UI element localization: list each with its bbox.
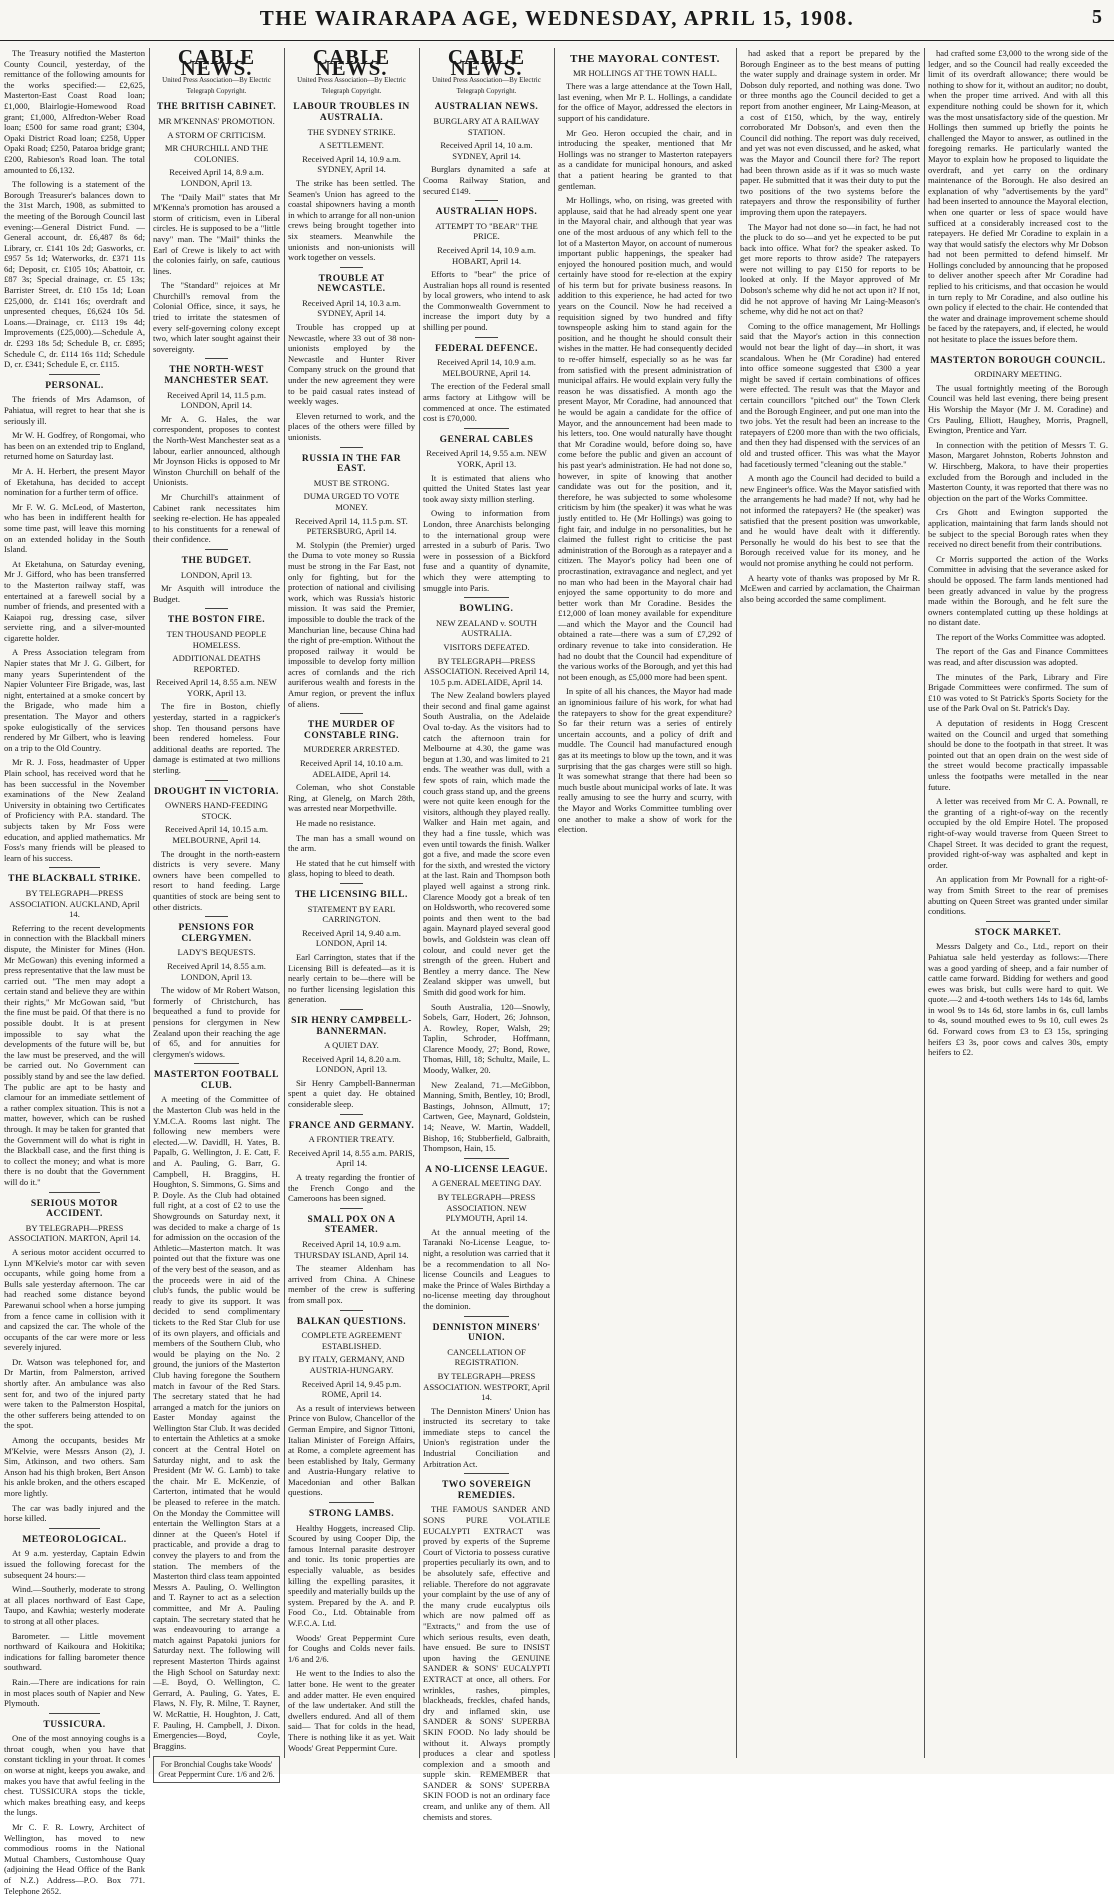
- pensions-heading: PENSIONS FOR CLERGYMEN.: [178, 923, 255, 944]
- received-line: Received April 14, 8.9 a.m. LONDON, April 13.: [169, 167, 264, 188]
- subheading: ATTEMPT TO "BEAR" THE PRICE.: [435, 220, 538, 242]
- blackball-heading: THE BLACKBALL STRIKE.: [8, 874, 141, 885]
- received-line: Received April 14, 10.3 a.m. SYDNEY, April 14.: [302, 297, 401, 319]
- constable-paragraph: The man has a small wound on the arm.: [288, 832, 415, 854]
- council-paragraph: An application from Mr Pownall for a right-of-way from Smith Street to the rear of premises abutting on Queen Street was granted under similar conditions.: [928, 874, 1108, 917]
- russia-paragraph: M. Stolypin (the Premier) urged the Duma to vote money so Russia must be strong in the Far East, not only for fighting, but for the protection of national and civilising work, which was Russia's historic mission. It was said the Premier, impossible to double the track of the Manchurian line, because China had the right of pre-emption. Without the proposed railway it would be impossible to develop forty million acres of cornlands and the rich auriferous wealth and forests in the Amur region, or prevent the influx of aliens.: [288, 539, 415, 709]
- cough-cure-ad: For Bronchial Coughs take Woods' Great Peppermint Cure. 1/6 and 2/6.: [153, 1756, 280, 1783]
- bowling-paragraph: The New Zealand bowlers played their second and final game against South Australia, on the Adelaide Oval to-day. As the visitors had to catch the afternoon train for Melbourne at 4.30, the game was begun at 1.30, and was limited to 21 ends. The weather was dull, with a few spots of rain, which made the couch grass stand up, and the greens were not quite keen enough for the visitors, although they played really. Walker and Hain met again, and they had a fine tussle, which was even until towards the finish. Walker got a five, and made the score even for the sixth, and wrested the victory at the last. Rain and Thompson both played well against a strong rink. Clarence Moody got a break of ten on Holdsworth, who recovered some points and then went to the bad again. Maynard played several good bowls, and Goldstein was clean off colour, and could never get the strength of the green. Hubert and Bentley a merry dance. The New Zealand skipper was unwell, but Smith did good work for him.: [423, 690, 550, 997]
- no-license-paragraph: At the annual meeting of the Taranaki No-License League, to-night, a resolution was carried that it be a recommendation to all No-license Councils and Leagues to make the Prince of Wales Birthday a no-license meeting day throughout the dominion.: [423, 1226, 550, 1311]
- personal-item: Mr A. H. Herbert, the present Mayor of Eketahuna, has decided to accept nomination for a further term of office.: [4, 465, 145, 498]
- personal-item: Mr F. W. G. McLeod, of Masterton, who has been in indifferent health for some time past, will leave this morning on an extended holiday in the South Island.: [4, 501, 145, 555]
- mayoral-paragraph: There was a large attendance at the Town Hall, last evening, when Mr P. L. Hollings, a candidate for the office of Mayor, addressed the electors in support of his candidature.: [558, 81, 732, 123]
- pensions-paragraph: The widow of Mr Robert Watson, formerly of Christchurch, has bequeathed a fund to provide for pensions for clergymen in New Zealand upon their reaching the age of 65, and for annuities for clergymen's widows.: [153, 985, 280, 1059]
- labour-paragraph: The strike has been settled. The Seamen's Union has agreed to the coastal shipowners having a month in which to arrange for all non-union crews being brought together into six steamers. Meanwhile the unionists and non-unionists will work together on vessels.: [288, 177, 415, 263]
- column-rule: [924, 48, 925, 1758]
- divider: [329, 1502, 375, 1503]
- russia-heading: RUSSIA IN THE FAR EAST.: [301, 453, 402, 475]
- personal-item: Mr R. J. Foss, headmaster of Upper Plain school, has received word that he has been successful in the November examinations of the New Zealand University in obtaining two Certificates of Proficiency with P.A. standard. The subjects taken by Mr Foss were education, and applied mathematics. Mr Foss's many friends will be pleased to learn of his success.: [4, 757, 145, 863]
- cable-news-banner: CABLE NEWS.: [177, 45, 256, 80]
- divider: [205, 916, 228, 917]
- subheading: MR HOLLINGS AT THE TOWN HALL.: [572, 67, 718, 78]
- bannerman-paragraph: Sir Henry Campbell-Bannerman spent a quiet day. He obtained considerable sleep.: [288, 1077, 415, 1110]
- column-4: [423, 45, 550, 1822]
- divider: [464, 1473, 510, 1474]
- bowling-paragraph: New Zealand, 71.—McGibbon, Manning, Smith, Bentley, 10; Brodl, Bastings, Johnson, Allmutt, 17; Cartwen, Gee, Maynard, Goldstein, 14; Neave, W. Martin, Waddell, Bishop, 16; Stubberfield, Galbraith, Thompson, Hain, 15.: [423, 1079, 550, 1154]
- subheading: A FRONTIER TREATY.: [308, 1134, 395, 1145]
- remedies-heading: TWO SOVEREIGN REMEDIES.: [441, 1480, 532, 1501]
- constable-paragraph: Coleman, who shot Constable Ring, at Glenelg, on March 28th, was arrested near Morpethville.: [288, 782, 415, 814]
- received-line: Received April 14, 8.55 a.m. NEW YORK, April 13.: [156, 677, 277, 698]
- column-rule: [284, 48, 285, 1758]
- remedies-ad: THE FAMOUS SANDER AND SONS PURE VOLATILE EUCALYPTI EXTRACT was proved by experts of the Supreme Court of Victoria to possess curative properties peculiarly its own, and to be absolutely safe, effective and reliable. Therefore do not aggravate your complaint by the use of any of the many crude eucalyptus oils which are now palmed off as "Extracts," and from the use of which serious results, even death, have ensued. Be sure to INSIST upon having the GENUINE SANDER & SONS' EUCALYPTI EXTRACT at once, all others. For wrinkles, rashes, pimples, blackheads, freckles, chafed hands, dry and inflamed skin, use SANDER & SONS' SUPERBA SKIN FOOD. No lady should be without it. Always promptly produces a clear and spotless complexion and a smooth and supple skin. REMEMBER that SANDER & SONS' SUPERBA SKIN FOOD is not an ordinary face cream, and unlike any of them. All chemists and stores.: [423, 1504, 550, 1822]
- mayoral-paragraph: The Mayor had not done so—in fact, he had not the pluck to do so—and yet he expected to be put back into office. What for? the speaker asked. To get more reports to throw aside? The ratepayers were not willing to pay £150 for reports to be looked at only. If the Mayor approved of Mr Dobson's scheme why did he not act upon it? If not, did he not approve of having Mr Laing-Meason's scheme, why did he not act on that?: [740, 221, 920, 317]
- received-line: BY TELEGRAPH—PRESS ASSOCIATION. Received April 14, 10.5 p.m. ADELAIDE, April 14.: [423, 655, 550, 687]
- council-paragraph: A letter was received from Mr C. A. Pownall, re the granting of a right-of-way on the recently occupied by the old Empire Hotel. The proposed right-of-way would traverse from Queen Street to Chapel Street. It was decided to grant the request, provided right-of-way was asphalted and kept in order.: [928, 796, 1108, 870]
- column-1: [4, 48, 145, 1896]
- france-paragraph: A treaty regarding the frontier of the French Congo and the Cameroons has been signed.: [288, 1172, 415, 1204]
- column-rule: [419, 48, 420, 1758]
- licensing-paragraph: Earl Carrington, states that if the Licensing Bill is defeated—as it is nearly certain to be—there will be no further licensing legislation this generation.: [288, 951, 415, 1005]
- column-rule: [554, 48, 555, 1758]
- motor-heading: SERIOUS MOTOR ACCIDENT.: [30, 1198, 119, 1220]
- cable-news-banner: CABLE NEWS.: [312, 45, 391, 80]
- divider: [340, 1208, 363, 1209]
- subheading: VISITORS DEFEATED.: [443, 641, 530, 652]
- council-paragraph: Cr Morris supported the action of the Works Committee in advising that the severance asked for should be opposed. The farm lands mentioned had been greatly advanced in value by the progress made within the Borough, and he felt sure the owners contemplated cutting up these holdings at no distant date.: [928, 553, 1108, 628]
- motor-paragraph: The car was badly injured and the horse killed.: [4, 1502, 145, 1524]
- tussicura-heading: TUSSICURA.: [43, 1719, 106, 1730]
- subheading: BURGLARY AT A RAILWAY STATION.: [433, 115, 540, 137]
- balkan-paragraph: As a result of interviews between Prince von Bulow, Chancellor of the German Empire, and Signor Tittoni, Italian Minister of Foreign Affairs, at Rome, a complete agreement has been established by Italy, Germany and Austria-Hungary relative to Macedonian and other Balkan questions.: [288, 1402, 415, 1498]
- mayoral-paragraph: Coming to the office management, Mr Hollings said that the Mayor's action in this connection would not bear the light of day—in short, it was scandalous. When he (Mr Coradine) had entered into office someone suggested that £300 a year might be saved if certain combinations of offices were effected. The result was that the Mayor and certain councillors "pitched out" the Town Clerk and the Borough Engineer, and put one man into the two jobs. Yet the result had been an increase to the ratepayers of £200 more than with the two officials, and then they had dispensed with the services of an old and trusted officer. This was what the Mayor had facetiously termed "cleaning out the stable.": [740, 320, 920, 469]
- australian-news-heading: AUSTRALIAN NEWS.: [434, 102, 539, 113]
- treasury-notice: The Treasury notified the Masterton County Council, yesterday, of the remittance of the following amounts for the works specified:— £2,625, Masterton-East Coast Road loan; £1,000, Blairlogie-Homewood Road grant; £1,000, Alfredton-Weber Road loan; £500 for same road grant; £304, Opaki District Road loan; £258, Upper Opaki Road; £250, Pataroa bridge grant; £200, Rabieson's Road loan. The total amounted to £6,132.: [4, 48, 145, 175]
- divider: [194, 1063, 240, 1064]
- divider: [205, 608, 228, 609]
- north-west-heading: THE NORTH-WEST MANCHESTER SEAT.: [164, 365, 269, 387]
- defence-heading: FEDERAL DEFENCE.: [434, 343, 538, 354]
- budget-paragraph: Mr Asquith will introduce the Budget.: [153, 583, 280, 604]
- boston-fire-paragraph: The fire in Boston, chiefly yesterday, started in a ragpicker's shop. Ten thousand persons have been rendered homeless. Four additional deaths are reported. The damage is estimated at two millions sterling.: [153, 701, 280, 776]
- column-rule: [736, 48, 737, 1758]
- divider: [49, 374, 100, 375]
- treasurer-balances: The following is a statement of the Borough Treasurer's balances down to the 31st March, 1908, as submitted to the meeting of the Borough Council last evening:—General District Fund. — General account, dr. £6,487 8s 6d; Library, cr. £141 10s 2d; Gasworks, cr. £957 5s 1d; Waterworks, dr. £371 11s 6d; Deposit, cr. £105 10s; Abattoir, cr. £87 3s; Special drainage, cr. £5 13s; Barrister Street, dr. £10 15s 1d; Loan £25,000, dr. £141 16s; overdraft and unpresented cheques, £6,624 10s 5d. Loans.—Drainage, cr. £113 19s 4d; Improvements (£25,000).—Schedule A, dr. £293 18s 5d; Schedule B, cr. £895; Schedule C, dr. £114 16s 11d; Schedule D, cr. £341; Schedule E, cr. £115.: [4, 179, 145, 370]
- divider: [49, 867, 100, 868]
- borough-council-heading: MASTERTON BOROUGH COUNCIL.: [930, 355, 1106, 366]
- subheading: DUMA URGED TO VOTE MONEY.: [303, 491, 400, 512]
- received-line: Received April 14, 9.45 p.m. ROME, April 14.: [301, 1378, 402, 1400]
- divider: [340, 1009, 363, 1010]
- cable-news-banner: CABLE NEWS.: [447, 45, 526, 80]
- drought-heading: DROUGHT IN VICTORIA.: [154, 786, 279, 797]
- bowling-paragraph: South Australia, 120—Snowly, Sobels, Garr, Hodert, 26; Johnson, A. Rowley, Roper, Walsh, 29; Taplin, Schroder, Hoffmann, Clarence Moody, 27; Bond, Rowe, Thomas, Hill, 18; Schultz, Maile, L. Moody, Walker, 20.: [423, 1001, 550, 1076]
- personal-item: Mr W. H. Godfrey, of Rongomai, who has been on an extended trip to England, returned home on Saturday last.: [4, 430, 145, 462]
- mayoral-paragraph: A month ago the Council had decided to build a new Engineer's office. Was the Mayor satisfied with the arrangements he had made? If not, why had he not informed the ratepayers? He (the speaker) was satisfied that the present position was unworkable, and he would have dealt with it differently. Personally he would do his best to see that the Borough received value for its money, and he would not promise anything he could not perform.: [740, 473, 920, 568]
- drought-paragraph: The drought in the north-eastern districts is very severe. Many owners have been compelled to resort to hand feeding. Large quantities of stock are being sent to other districts.: [153, 848, 280, 912]
- received-line: BY TELEGRAPH—PRESS ASSOCIATION. WESTPORT, April 14.: [423, 1370, 550, 1403]
- received-line: Received April 14, 8.55 a.m. LONDON, April 13.: [167, 960, 266, 982]
- divider: [475, 200, 498, 201]
- subheading: STATEMENT BY EARL CARRINGTON.: [307, 903, 396, 925]
- divider: [464, 1158, 510, 1159]
- received-line: Received April 14, 10.9 a.m. HOBART, April 14.: [437, 244, 536, 266]
- press-copyright: United Press Association—By Electric Telegraph Copyright.: [162, 76, 271, 95]
- cabinet-heading: THE BRITISH CABINET.: [156, 102, 277, 113]
- column-2: [153, 45, 280, 1779]
- burglary-paragraph: Burglars dynamited a safe at Cooma Railway Station, and secured £149.: [423, 164, 550, 196]
- council-paragraph: A deputation of residents in Hogg Crescent waited on the Council and urged that something should be done to the footpath in that street. It was pointed out that an open drain on the west side of the street would become practically impassable unless the footpaths were metalled in the near future.: [928, 718, 1108, 792]
- stock-market-heading: STOCK MARKET.: [974, 927, 1062, 938]
- received-line: LONDON, April 13.: [180, 569, 253, 580]
- personal-heading: PERSONAL.: [45, 380, 104, 391]
- divider: [205, 780, 228, 781]
- newcastle-paragraph: Trouble has cropped up at Newcastle, where 33 out of 38 non-unionists employed by the Newcastle and Hunter River Company struck on the ground that under the new agreement they were to be paid casual rates instead of weekly wages.: [288, 322, 415, 407]
- newspaper-title: THE WAIRARAPA AGE, WEDNESDAY, APRIL 15, 1908.: [259, 6, 855, 30]
- council-paragraph: In connection with the petition of Messrs T. G. Mason, Margaret Johnston, Roberts Johnston and W. Hirschberg, Makora, to have their properties excluded from the Borough and included in the Masterton County, it was reported that there was no objection on the part of the Works Committee.: [928, 439, 1108, 503]
- divider: [340, 713, 363, 714]
- forecast-paragraph: At 9 a.m. yesterday, Captain Edwin issued the following forecast for the subsequent 24 hours:—: [4, 1548, 145, 1580]
- boston-fire-heading: THE BOSTON FIRE.: [167, 615, 266, 626]
- meteorological-heading: METEOROLOGICAL.: [22, 1534, 127, 1545]
- newcastle-paragraph: Eleven returned to work, and the places of the others were filled by unionists.: [288, 410, 415, 442]
- divider: [340, 883, 363, 884]
- miners-paragraph: The Denniston Miners' Union has instructed its secretary to take immediate steps to cancel the Union's registration under the Industrial Conciliation and Arbitration Act.: [423, 1405, 550, 1469]
- woods-verse: He went to the Indies to also the latter bone. He went to the greater and adder matter. He even enquired of the law undertaker. And still the dwellers endured. And all of them said— That for colds in the head, There is nothing like it as yet. Wait Woods' Great Peppermint Cure.: [288, 1668, 415, 1753]
- received-line: Received April 14, 8.20 a.m. LONDON, April 13.: [302, 1053, 401, 1075]
- divider: [49, 1192, 100, 1193]
- column-7: [928, 48, 1108, 1758]
- cabinet-paragraph: The "Daily Mail" states that Mr M'Kenna's promotion has aroused a storm of criticism, even in Liberal circles. He is supposed to be a "little navy" man. The "Mail" thinks the Earl of Crewe is likely to act with the colonies fairly, on safe, cautious lines.: [153, 191, 280, 276]
- column-3: [288, 45, 415, 1758]
- divider: [340, 1114, 363, 1115]
- divider: [205, 358, 228, 359]
- mayoral-paragraph: A hearty vote of thanks was proposed by Mr R. McEwen and carried by acclamation, the Chairman also being accorded the same compliment.: [740, 572, 920, 604]
- constable-paragraph: He stated that he cut himself with glass, hoping to bleed to death.: [288, 857, 415, 879]
- subheading: MR M'KENNAS' PROMOTION.: [158, 115, 275, 126]
- subheading: A GENERAL MEETING DAY.: [431, 1178, 542, 1189]
- newcastle-heading: TROUBLE AT NEWCASTLE.: [317, 273, 386, 295]
- blackball-article: Referring to the recent developments in connection with the Blackball miners dispute, the Minister for Mines (Hon. Mr McGowan) this evening informed a press representative that the law must be carried out. "The men may adopt a certain stand and believe they are within their rights," Mr McGowan said, "but the fine must be paid. Of that there is no possible doubt. It is at present impossible to say what the developments of the future will be, but the law must be preserved, and the will be carried out. No Government can possibly stand by and see the law defied. The public are apt to be hasty and clamour for an immediate settlement of a rather complex situation. This is not a matter, however, which can be rushed through. It may be taken for granted that the Government will do what is right in the Blackball case, and the first thing is to collect the money; and what is more there is no doubt that the Government will do it.": [4, 922, 145, 1187]
- france-heading: FRANCE AND GERMANY.: [288, 1120, 415, 1131]
- received-line: Received April 14, 11.5 p.m. ST. PETERSBURG, April 14.: [295, 515, 408, 537]
- subheading: ORDINARY MEETING.: [974, 369, 1062, 380]
- architect-notice: Mr C. F. R. Lowry, Architect of Wellington, has moved to new commodious rooms in the National Mutual Chambers, Customhouse Quay (adjoining the Head Office of the Bank of N.Z.) Address—P.O. Box 771. Telephone 2652.: [4, 1822, 145, 1896]
- mayoral-paragraph: had crafted some £3,000 to the wrong side of the ledger, and so the Council had really exceeded the limit of its overdraft allowance; there would be nothing to show for it, without an auditor; no doubt, when the proper time arrived. And with all this expenditure nothing could be shown for it, which was the most unsatisfactory side of the question. Mr Hollings then summed up briefly the points he challenged the Mayor to answer, as outlined in the foregoing remarks. He particularly wanted the Mayor to explain how he proposed to liquidate the overdraft, and yet carry on the ordinary maintenance of the Borough. He also desired an explanation of why "advertisements by the yard" had been inserted to announce the Mayoral election, when one quarter or less of space would have sufficed at a considerably increased cost to the ratepayers. He defied Mr Coradine to explain in a way that would satisfy the electors why Mr Dobson had not been permitted to defend himself. Mr Hollings concluded by announcing that he proposed to deliver another speech after Mr Coradine had replied to his criticisms, and that occasion he would in turn reply to Mr Coradine, and also outline his own policy if elected to the chair. He contended that the water and drainage improvement scheme should be faced by the ratepayers, and, if elected, he would not hesitate to place the issues before them.: [928, 48, 1108, 345]
- forecast-paragraph: Wind.—Southerly, moderate to strong at all places northward of East Cape, Taupo, and Kawhia; westerly moderate to strong at all other places.: [4, 1584, 145, 1626]
- received-line: Received April 14, 9.40 a.m. LONDON, April 14.: [302, 927, 401, 949]
- personal-item: The friends of Mrs Adamson, of Pahiatua, will regret to hear that she is seriously ill.: [4, 394, 145, 426]
- received-line: Received April 14, 9.55 a.m. NEW YORK, April 13.: [426, 448, 547, 469]
- received-line: Received April 14, 10.15 a.m. MELBOURNE, April 14.: [164, 824, 269, 845]
- mayoral-paragraph: Mr Geo. Heron occupied the chair, and in introducing the speaker, mentioned that Mr Hollings was no stranger to Masterton ratepayers as a candidate for municipal honours, and asked that a patient hearing be granted to that gentleman.: [558, 127, 732, 191]
- subheading: LADY'S BEQUESTS.: [177, 947, 256, 958]
- subheading: CANCELLATION OF REGISTRATION.: [447, 1346, 526, 1368]
- stock-market-paragraph: Messrs Dalgety and Co., Ltd., report on their Pahiatua sale held yesterday as follows:—There was a good yarding of sheep, and a fair number of cattle came forward. Bidding for wethers and good ewes was brisk, but culls were hard to quit. We quote.—2 and 4-tooth wethers 14s to 14s 6d, lambs in wool 9s to 14s 6d, store lambs in 6s, cull lambs to 4s, sound mouthed ewes to 9s 10, cull ewes 2s 6d. Forward cows from £3 to £3 15s, springing heifers £3 3s, poor cows and calves 30s, empty heifers to £2.: [928, 941, 1108, 1058]
- labour-heading: LABOUR TROUBLES IN AUSTRALIA.: [293, 102, 410, 123]
- council-paragraph: Crs Ghott and Ewington supported the application, maintaining that farm lands should not be subject to the special Borough rates when they received no direct benefit from their contributions.: [928, 507, 1108, 550]
- divider: [475, 337, 498, 338]
- council-paragraph: The report of the Works Committee was adopted.: [936, 631, 1106, 642]
- hops-paragraph: Efforts to "bear" the price of Australian hops all round is resented by local growers, who intend to ask the Commonwealth Government to increase the import duty by a shilling per pound.: [423, 269, 550, 333]
- divider: [49, 1713, 100, 1714]
- divider: [340, 447, 363, 448]
- masthead: [0, 0, 1114, 41]
- subheading: MUST BE STRONG.: [313, 477, 390, 488]
- received-line: Received April 14, 11.5 p.m. LONDON, April 14.: [167, 389, 266, 411]
- tussicura-ad: One of the most annoying coughs is a throat cough, when you have that constant tickling in your throat. It comes on worse at night, keeps you awake, and makes you have that awful feeling in the chest. TUSSICURA stops the tickle, which makes breathing easy, and keeps the lungs.: [4, 1733, 145, 1818]
- divider: [464, 1316, 510, 1317]
- lambs-ad: Healthy Hoggets, increased Clip. Scoured by using Cooper Dip, the famous Internal parasite destroyer and tonic. Its tonic properties are especially valuable, as besides killing the expelling parasites, it speedily and materially builds up the system. Prepared by the A. and P. Food Co., Ltd. Obtainable from W.F.C.A. Ltd.: [288, 1522, 415, 1628]
- motor-paragraph: Among the occupants, besides Mr M'Kelvie, were Messrs Anson (2), J. Sim, Atkinson, and two others. Sam Anson had his thigh broken, Bert Anson his ankle broken, and the others escaped more lightly.: [4, 1435, 145, 1498]
- defence-paragraph: The erection of the Federal small arms factory at Lithgow will be commenced at once. The estimated cost is £70,000.: [423, 381, 550, 424]
- subheading: A STORM OF CRITICISM.: [167, 129, 266, 140]
- divider: [986, 349, 1051, 350]
- football-heading: MASTERTON FOOTBALL CLUB.: [154, 1070, 279, 1091]
- divider: [340, 267, 363, 268]
- general-paragraph: Owing to information from London, three Anarchists belonging to the international group were arrested in a suburb of Paris. Two were in possession of a Bickford fuse and a quantity of dynamite, which they were attempting to smuggle into Paris.: [423, 508, 550, 593]
- general-paragraph: It is estimated that aliens who quitted the United States last year took away sixty million sterling.: [423, 472, 550, 504]
- budget-heading: THE BUDGET.: [181, 555, 252, 566]
- received-line: Received April 14, 10 a.m. SYDNEY, April 14.: [440, 140, 533, 161]
- north-west-paragraph: Mr Churchill's attainment of Cabinet rank necessitates him seeking re-election. He has appealed to his constituents for a renewal of their confidence.: [153, 491, 280, 545]
- page-number: 5: [1092, 6, 1102, 28]
- mayoral-contest-heading: THE MAYORAL CONTEST.: [570, 53, 720, 65]
- motor-paragraph: Dr. Watson was telephoned for, and Dr Martin, from Palmerston, arrived shortly after. An ambulance was also sent for, and two of the injured party were taken to the Palmerston Hospital, the other sufferers being attended to on the spot.: [4, 1356, 145, 1431]
- press-copyright: United Press Association—By Electric Telegraph Copyright.: [297, 76, 406, 95]
- divider: [49, 1528, 100, 1529]
- miners-heading: DENNISTON MINERS' UNION.: [432, 1322, 541, 1344]
- subheading: COMPLETE AGREEMENT ESTABLISHED.: [301, 1330, 402, 1351]
- subheading: A SETTLEMENT.: [319, 140, 384, 151]
- north-west-paragraph: Mr A. G. Hales, the war correspondent, proposes to contest the North-West Manchester seat as a labour, earlier announced, although Mr Joynson Hicks is opposed to Mr Winston Churchill on behalf of the Unionists.: [153, 413, 280, 488]
- subheading: NEW ZEALAND v. SOUTH AUSTRALIA.: [436, 617, 537, 639]
- cabinet-paragraph: The "Standard" rejoices at Mr Churchill's removal from the Colonial Office, since, it says, he tried to irritate the statesmen of every self-governing colony except two, which later sought against their sovereignty.: [153, 280, 280, 354]
- received-line: Received April 14, 10.10 a.m. ADELAIDE, April 14.: [299, 758, 404, 779]
- bannerman-heading: SIR HENRY CAMPBELL-BANNERMAN.: [291, 1015, 412, 1037]
- balkan-heading: BALKAN QUESTIONS.: [296, 1316, 407, 1327]
- divider: [464, 597, 510, 598]
- smallpox-paragraph: The steamer Aldenham has arrived from China. A Chinese member of the crew is suffering from small pox.: [288, 1263, 415, 1305]
- subheading: BY ITALY, GERMANY, AND AUSTRIA-HUNGARY.: [298, 1354, 405, 1375]
- subheading: MR CHURCHILL AND THE COLONIES.: [164, 143, 269, 164]
- divider: [205, 549, 228, 550]
- forecast-paragraph: Rain.—There are indications for rain in most places south of Napier and New Plymouth.: [4, 1676, 145, 1709]
- dateline: BY TELEGRAPH—PRESS ASSOCIATION. MARTON, April 14.: [8, 1222, 141, 1244]
- press-copyright: United Press Association—By Electric Telegraph Copyright.: [432, 76, 541, 95]
- constable-heading: THE MURDER OF CONSTABLE RING.: [304, 720, 399, 741]
- received-line: Received April 14, 8.55 a.m. PARIS, April 14.: [288, 1147, 415, 1169]
- divider: [340, 1310, 363, 1311]
- subheading: OWNERS HAND-FEEDING STOCK.: [165, 800, 268, 821]
- subheading: TEN THOUSAND PEOPLE HOMELESS.: [166, 628, 267, 650]
- divider: [464, 428, 510, 429]
- constable-paragraph: He made no resistance.: [296, 818, 376, 828]
- motor-paragraph: A serious motor accident occurred to Lynn M'Kelvie's motor car with seven occupants, while going home from a Bulls sale yesterday afternoon. The car had reached some distance beyond Parewanui school when a horse jumping from a fence came in collision with it and capsized the car. The whole of the occupants of the car were more or less severely injured.: [4, 1246, 145, 1353]
- received-line: BY TELEGRAPH—PRESS ASSOCIATION. NEW PLYMOUTH, April 14.: [437, 1192, 536, 1224]
- subheading: THE SYDNEY STRIKE.: [307, 126, 396, 137]
- smallpox-heading: SMALL POX ON A STEAMER.: [307, 1214, 396, 1236]
- divider: [986, 921, 1051, 922]
- no-license-heading: A NO-LICENSE LEAGUE.: [425, 1164, 548, 1175]
- personal-item: At Eketahuna, on Saturday evening, Mr J. Gifford, who has been transferred to the Masterton railway staff, was entertained at a farewell social by a number of friends, and presented with a Kaiapoi rug, dressing case, silver serviette ring, and a silver-mounted cigarette holder.: [4, 558, 145, 643]
- subheading: MURDERER ARRESTED.: [303, 744, 400, 755]
- received-line: Received April 14, 10.9 a.m. THURSDAY ISLAND, April 14.: [294, 1239, 409, 1260]
- mayoral-paragraph: Mr Hollings, who, on rising, was greeted with applause, said that he had already spent one year in the Mayoral chair, and although that year was one of the most arduous of any which fell to the lot of a Masterton Mayor, on account of numerous important public happenings, the speaker had enjoyed the honoured position much, and would certainly have stood for re-election at the expiry of his term but for private business reasons. In addition to this experience, he had acted for two years on the Council. Now he had received a requisition signed by two hundred and fifty townspeople asking him to stand again for the position, and he thought he should consult their wishes in the matter. He had consequently decided to re-offer himself, especially so as he was far from satisfied with the present administration of municipal affairs. He would explain very fully the reason he was dissatisfied. A month ago the present Mayor, Mr Coradine, had announced that he would be again a candidate for the office of Mayor, and the announcement had been made to his letters, too. One would naturally have thought that Mr Coradine would, before doing so, have come before the public and given an account of his past year's administration. He had not done so, however, in spite of knowing that another candidate was out for the position, and it, therefore, he was subjected to some wholesome criticism by him (the speaker) it was what he was justly entitled to. He (Mr Hollings) was going to fight fair, and indulge in no personalities, but he claimed the fullest right to criticise the past administration of the Borough as a ratepayer and a citizen. The Mayor's policy had been one of procrastination, extravagance and neglect, and yet no man who had been in the Mayoral chair had enjoyed the same opportunity to do more and better work than Mr Coradine. Besides the £12,000 of loan money available for expenditure—and which the Mayor and the Council had obtained a rate—there was a sum of £7,292 of ordinary revenue to take into consideration. He had no doubt that the Council had expenditure of the various works of the Borough, and yet this had not been enough, as £5,000 more had been spent.: [558, 195, 732, 682]
- dateline: BY TELEGRAPH—PRESS ASSOCIATION. AUCKLAND, April 14.: [9, 887, 140, 920]
- subheading: ADDITIONAL DEATHS REPORTED.: [172, 653, 261, 674]
- forecast-paragraph: Barometer. — Little movement northward of Kaikoura and Hokitika; indications for falling barometer thence southward.: [4, 1630, 145, 1673]
- bowling-heading: BOWLING.: [459, 604, 514, 615]
- mayoral-paragraph: In spite of all his chances, the Mayor had made an ignominious failure of his work, for what had the ratepayers to show for the great expenditure? So far their return was a series of entirely uncertain accounts, and a policy of drift and muddle. The Council had manufactured enough gas at its meetings to blow up the town, and it was surprising that the gas charges were still so high. It was somewhat strange that there had been so much bustle about municipal works of late. It was really amusing to see the hurry and scurry, with the Mayor and Works Committee tumbling over one another to make a show of work for the election.: [558, 686, 732, 835]
- council-paragraph: The usual fortnightly meeting of the Borough Council was held last evening, there being present His Worship the Mayor (Mr J. M. Coradine) and Crs Pauling, Elliott, Haughey, Morris, Pragnell, Ewington, Prentice and Yarr.: [928, 382, 1108, 436]
- football-paragraph: A meeting of the Committee of the Masterton Club was held in the Y.M.C.A. Rooms last night. The following new members were elected.—W. Davidll, H. Yates, B. Papalb, G. Wellington, J. E. Catt, F. and A. Pauling, G. Barr, G. Campbell, H. Braggins, H. Houghton, S. Simmons, G. Sims and P. Doyle. As the Club had obtained full right, at a cost of £2 to use the Showgrounds on Saturday next, it was decided to make a charge of 1s for admission on the occasion of the Athletic—Masterton match. It was pointed out that the fixture was one of the very best of the season, and as the proceeds were in aid of the club's funds, the public would be ready to give its support. It was decided to send complimentary tickets to the Red Star Club for use of its own players, and officials and members of the Southern Club, who would be playing on the No. 2 ground, the juniors of the Masterton Club having foregone the Southern match in favour of the Red Stars. The secretary stated that he had arranged a match for the juniors on Easter Monday against the Wellington Star Club. It was decided to entertain the Athletics at a smoke concert at the Central Hotel on Saturday night, and to ask the President (Mr W. G. Lamb) to take the chair. Mr E. McKenzie, of Carterton, intimated that he would be pleased to referee in the match. On the Monday the Committee will entertain the Wellington Stars at a dinner at the Queen's Hotel if practicable, and provide a drag to convey the players to and from the station. The members of the Masterton third class team appointed Messrs A. Pauling, O. Wellington and T. Rayner to act as a selection committee, and Mr A. Pauling captain. The secretary stated that he was endeavouring to arrange a match against Papatoki juniors for Saturday next. The following will represent Masterton Thirds against the High School on Saturday next:—E. Boyd, O. Wellington, C. Gerrard, A. Pauling, G. Yates, E. Flaws, N. Fly, R. Milne, T. Rayner, W. McRattie, H. Houghton, J. Catt, F. Pauling, H. Campbell, J. Dixon. Emergencies—Boyd, Coyle, Braggins.: [153, 1094, 280, 1751]
- licensing-heading: THE LICENSING BILL.: [295, 889, 408, 900]
- hops-heading: AUSTRALIAN HOPS.: [435, 207, 538, 218]
- column-rule: [149, 48, 150, 1758]
- general-cables-heading: GENERAL CABLES: [439, 434, 534, 445]
- column-5: [558, 48, 732, 1758]
- council-paragraph: The report of the Gas and Finance Committees was read, and after discussion was adopted.: [928, 646, 1108, 668]
- mayoral-paragraph: had asked that a report be prepared by the Borough Engineer as to the best means of putting the water supply and drainage system in order. Mr Dobson duly reported, and nothing was done. Two or three months ago the Council decided to get a report from another engineer, Mr Laing-Meason, at a cost of £150, which, by the way, entirely corroborated Mr Dobson's, and even then the Council did nothing. The report was duly received, and yet was not even discussed, and he asked, what was the Mayor and Council there for? The report had been thrown aside as if it was so much waste paper. He submitted that it was their duty to put the two positions of the two systems before the ratepayers and throw the responsibility of further improving them upon the ratepayers.: [740, 48, 920, 217]
- column-6: [740, 48, 920, 1758]
- lambs-heading: STRONG LAMBS.: [308, 1509, 395, 1520]
- personal-item: A Press Association telegram from Napier states that Mr J. G. Gilbert, for many years Superintendent of the Napier Volunteer Fire Brigade, was, last night, entertained at a smoke concert by the Brigade, who made him a presentation. The Mayor and others spoke eulogistically of the services rendered by Mr Gilbert, who is leaving on a trip to the Old Country.: [4, 647, 145, 753]
- received-line: Received April 14, 10.9 a.m. SYDNEY, April 14.: [302, 153, 401, 175]
- received-line: Received April 14, 10.9 a.m. MELBOURNE, April 14.: [437, 357, 536, 378]
- woods-ad: Woods' Great Peppermint Cure for Coughs and Colds never fails. 1/6 and 2/6.: [288, 1632, 415, 1664]
- council-paragraph: The minutes of the Park, Library and Fire Brigade Committees were confirmed. The sum of £10 was voted to St Patrick's Sports Society for the use of the Park Oval on St. Patrick's Day.: [928, 671, 1108, 714]
- subheading: A QUIET DAY.: [324, 1040, 379, 1051]
